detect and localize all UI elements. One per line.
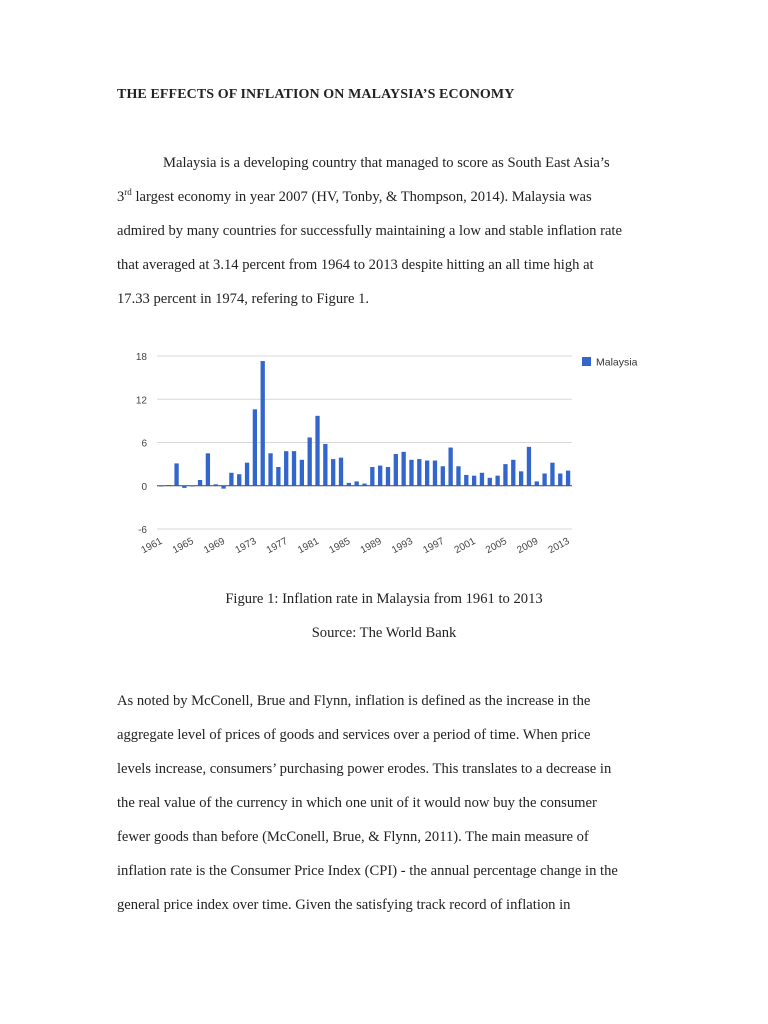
paragraph-line: As noted by McConell, Brue and Flynn, inflation is defined as the increase in the	[117, 693, 591, 709]
bar-1983	[331, 459, 335, 486]
bar-1977	[284, 451, 288, 486]
bar-1996	[433, 461, 437, 486]
bar-2005	[503, 464, 507, 486]
paragraph-line: inflation rate is the Consumer Price Index (CPI) - the annual percentage change in the	[117, 863, 618, 879]
x-tick-label: 2009	[515, 535, 541, 557]
x-tick-label: 2001	[452, 535, 478, 557]
x-tick-label: 1981	[296, 535, 321, 557]
document-title: THE EFFECTS OF INFLATION ON MALAYSIA’S ECONOMY	[117, 87, 515, 102]
paragraph-line: the real value of the currency in which one unit of it would now buy the consumer	[117, 795, 597, 811]
bar-1970	[229, 473, 233, 486]
figure-source: Source: The World Bank	[311, 625, 457, 641]
x-tick-label: 1961	[139, 535, 165, 557]
legend-label: Malaysia	[596, 356, 638, 369]
paragraph-line: fewer goods than before (McConell, Brue, & Flynn, 2011). The main measure of	[117, 829, 589, 845]
bar-1962	[167, 485, 171, 486]
bar-2000	[464, 475, 468, 486]
bar-1994	[417, 459, 421, 486]
y-tick-label: -6	[138, 525, 147, 536]
bar-1979	[300, 460, 304, 486]
ordinal-number: 3	[117, 189, 125, 205]
x-tick-label: 2013	[546, 535, 572, 557]
bar-1993	[409, 460, 413, 486]
bar-1990	[386, 467, 390, 486]
x-tick-label: 1973	[233, 535, 259, 557]
bar-2012	[558, 473, 562, 485]
bar-1966	[198, 480, 202, 486]
bar-1984	[339, 458, 343, 486]
y-tick-label: 18	[135, 352, 147, 363]
legend-swatch	[582, 357, 591, 366]
paragraph-line: Malaysia is a developing country that managed to score as South East Asia’s	[163, 155, 610, 171]
bar-1971	[237, 474, 241, 486]
bar-2007	[519, 471, 523, 485]
bar-1961	[159, 486, 163, 487]
bar-1985	[347, 483, 351, 486]
bar-1995	[425, 461, 429, 486]
inflation-chart	[110, 340, 655, 565]
bar-1980	[308, 437, 312, 485]
bar-1965	[190, 486, 194, 487]
bar-1973	[253, 409, 257, 485]
x-tick-label: 1997	[421, 535, 447, 557]
bar-2001	[472, 476, 476, 486]
paragraph-line: that averaged at 3.14 percent from 1964 to 2013 despite hitting an all time high at	[117, 257, 594, 273]
bar-1969	[221, 486, 225, 489]
paragraph-line-text: largest economy in year 2007 (HV, Tonby, & Thompson, 2014). Malaysia was	[131, 189, 592, 205]
bar-1982	[323, 444, 327, 486]
figure-caption: Figure 1: Inflation rate in Malaysia from 1961 to 2013	[225, 591, 543, 607]
bar-1998	[448, 448, 452, 486]
bar-1963	[174, 463, 178, 485]
bar-2002	[480, 473, 484, 486]
bar-2013	[566, 471, 570, 486]
inflation-bar-chart	[110, 340, 655, 565]
bar-1964	[182, 486, 186, 488]
bar-1992	[401, 452, 405, 486]
x-tick-label: 1977	[264, 535, 290, 557]
x-tick-label: 1985	[327, 535, 353, 557]
bar-1989	[378, 466, 382, 486]
bar-1986	[355, 481, 359, 485]
bar-1978	[292, 451, 296, 486]
bar-1968	[214, 484, 218, 485]
bar-1988	[370, 467, 374, 486]
x-tick-label: 1969	[202, 535, 227, 557]
x-tick-label: 1989	[358, 535, 384, 557]
bar-2004	[495, 476, 499, 486]
paragraph-line: 17.33 percent in 1974, refering to Figure 1.	[117, 291, 370, 307]
bar-1972	[245, 463, 249, 486]
bar-1976	[276, 467, 280, 486]
bar-1974	[261, 361, 265, 486]
y-tick-label: 12	[135, 395, 147, 407]
bar-1997	[441, 466, 445, 485]
x-tick-label: 1965	[170, 535, 196, 557]
bar-2008	[527, 447, 531, 486]
paragraph-line	[117, 180, 657, 214]
bar-1987	[362, 484, 366, 486]
bar-1967	[206, 453, 210, 485]
paragraph-line: levels increase, consumers’ purchasing power erodes. This translates to a decrease in	[117, 761, 612, 777]
bar-2009	[535, 481, 539, 485]
bar-2003	[488, 478, 492, 486]
definition-paragraph	[117, 684, 657, 922]
intro-paragraph	[117, 146, 657, 316]
paragraph-line: general price index over time. Given the satisfying track record of inflation in	[117, 897, 571, 913]
bar-1991	[394, 454, 398, 486]
bar-2010	[542, 473, 546, 485]
y-tick-label: 6	[141, 438, 147, 450]
bar-2006	[511, 460, 515, 486]
y-tick-label: 0	[141, 481, 147, 493]
paragraph-line: aggregate level of prices of goods and services over a period of time. When price	[117, 727, 591, 743]
bar-1999	[456, 466, 460, 485]
ordinal-suffix: rd	[124, 187, 132, 197]
x-tick-label: 2005	[484, 535, 509, 557]
bar-1981	[315, 416, 319, 486]
bar-2011	[550, 463, 554, 486]
bar-1975	[268, 453, 272, 485]
x-tick-label: 1993	[390, 535, 415, 557]
paragraph-line: admired by many countries for successfully maintaining a low and stable inflation rate	[117, 223, 622, 239]
